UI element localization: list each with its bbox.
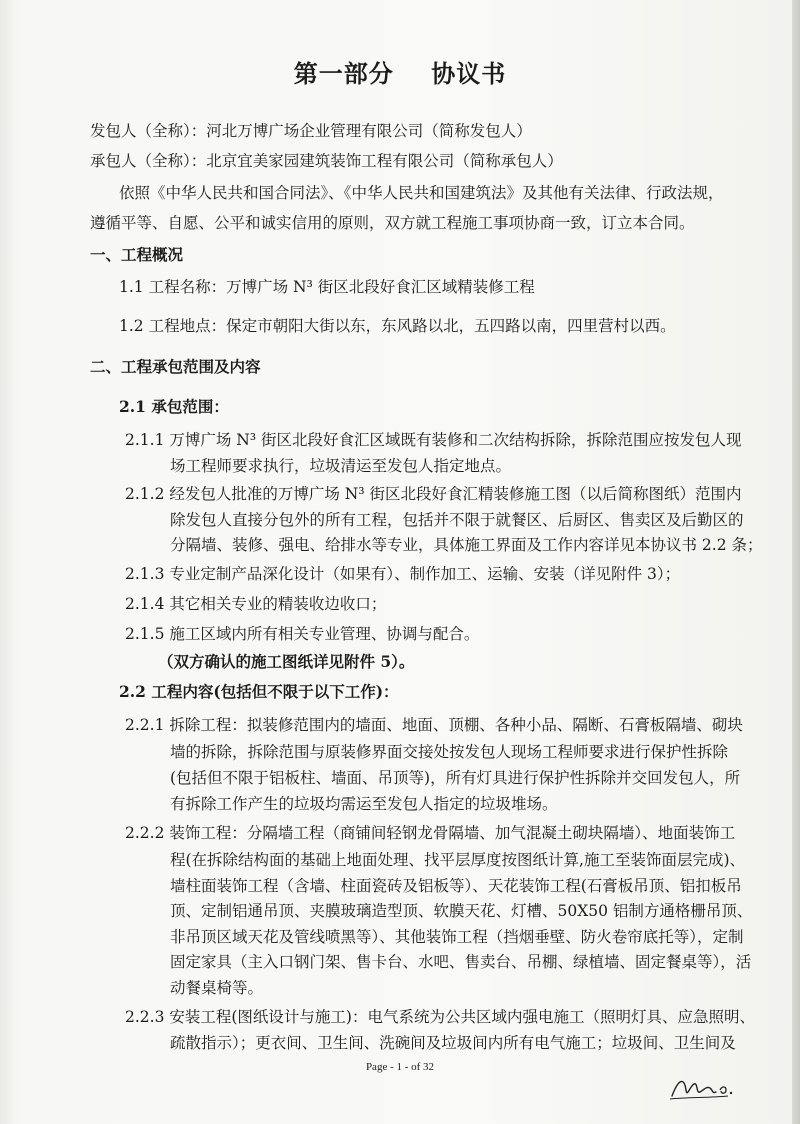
content-line: 墙的拆除，拆除范围与原装修界面交接处按发包人现场工程师要求进行保护性拆除 <box>170 743 729 761</box>
content-heading: 2.2 工程内容(包括但不限于以下工作)： <box>119 682 399 701</box>
employer-line: 发包人（全称）：河北万博广场企业管理有限公司（简称发包人） <box>90 122 532 140</box>
contractor-line: 承包人（全称）：北京宜美家园建筑装饰工程有限公司（简称承包人） <box>90 152 563 170</box>
content-line: 2.2.2 装饰工程：分隔墙工程（商铺间轻钢龙骨隔墙、加气混凝土砌块隔墙）、地面装饰工 <box>125 824 736 842</box>
content-line: (包括但不限于铝板柱、墙面、吊顶等)，所有灯具进行保护性拆除并交回发包人，所 <box>170 769 741 787</box>
scope-heading: 2.1 承包范围： <box>119 397 229 416</box>
scope-line: 除发包人直接分包外的所有工程，包括并不限于就餐区、后厨区、售卖区及后勤区的 <box>170 511 744 529</box>
content-line: 2.2.3 安装工程(图纸设计与施工)：电气系统为公共区域内强电施工（照明灯具、应急照明、 <box>125 1008 755 1026</box>
page-title: 第一部分 协议书 <box>293 59 507 88</box>
content-line: 非吊顶区域天花及管线喷黑等）、其他装饰工程（挡烟垂壁、防火卷帘底托等），定制 <box>170 928 744 946</box>
scope-line: 分隔墙、装修、强电、给排水等专业，具体施工界面及工作内容详见本协议书 2.2 条； <box>170 536 763 554</box>
project-location: 1.2 工程地点：保定市朝阳大街以东，东风路以北，五四路以南，四里营村以西。 <box>119 317 676 335</box>
section-1-heading: 一、工程概况 <box>90 245 184 264</box>
content-line: 固定家具（主入口钢门架、售卡台、水吧、售卖台、吊棚、绿植墙、固定餐桌等），活 <box>170 953 752 971</box>
scope-line: 2.1.5 施工区域内所有相关专业管理、协调与配合。 <box>125 625 480 643</box>
content-line: 有拆除工作产生的垃圾均需运至发包人指定的垃圾堆场。 <box>170 795 558 813</box>
scope-line: 2.1.4 其它相关专业的精装收边收口； <box>125 595 387 613</box>
content-line: 动餐桌椅等。 <box>170 979 264 997</box>
content-line: 墙柱面装饰工程（含墙、柱面瓷砖及铝板等）、天花装饰工程(石膏板吊顶、铝扣板吊 <box>170 877 742 895</box>
content-line: 顶、定制铝通吊顶、夹膜玻璃造型顶、软膜天花、灯槽、50X50 铝制方通格栅吊顶、 <box>170 902 753 920</box>
scope-note: （双方确认的施工图纸详见附件 5）。 <box>158 652 415 671</box>
scope-line: 2.1.3 专业定制产品深化设计（如果有）、制作加工、运输、安装（详见附件 3）； <box>125 565 681 583</box>
section-2-heading: 二、工程承包范围及内容 <box>90 357 261 376</box>
page-footer: Page - 1 - of 32 <box>365 1061 435 1073</box>
content-line: 2.2.1 拆除工程：拟装修范围内的墙面、地面、顶棚、各种小品、隔断、石膏板隔墙、砌块 <box>125 716 743 734</box>
content-line: 疏散指示）；更衣间、卫生间、洗碗间及垃圾间内所有电气施工；垃圾间、卫生间及 <box>170 1034 736 1052</box>
intro-line-2: 遵循平等、自愿、公平和诚实信用的原则，双方就工程施工事项协商一致，订立本合同。 <box>90 214 695 232</box>
project-name: 1.1 工程名称：万博广场 N³ 街区北段好食汇区域精装修工程 <box>119 278 535 296</box>
scope-line: 2.1.1 万博广场 N³ 街区北段好食汇区域既有装修和二次结构拆除，拆除范围应按发包人现 <box>125 431 742 449</box>
scope-line: 2.1.2 经发包人批准的万博广场 N³ 街区北段好食汇精装修施工图（以后简称图纸）范围内 <box>125 485 742 503</box>
signature-mark <box>668 1072 738 1102</box>
scope-line: 场工程师要求执行，垃圾清运至发包人指定地点。 <box>170 457 512 475</box>
content-line: 程(在拆除结构面的基础上地面处理、找平层厚度按图纸计算,施工至装饰面层完成)、 <box>170 851 746 869</box>
page-edge-shadow <box>792 0 800 1124</box>
intro-line-1: 依照《中华人民共和国合同法》、《中华人民共和国建筑法》及其他有关法律、行政法规， <box>119 184 724 202</box>
